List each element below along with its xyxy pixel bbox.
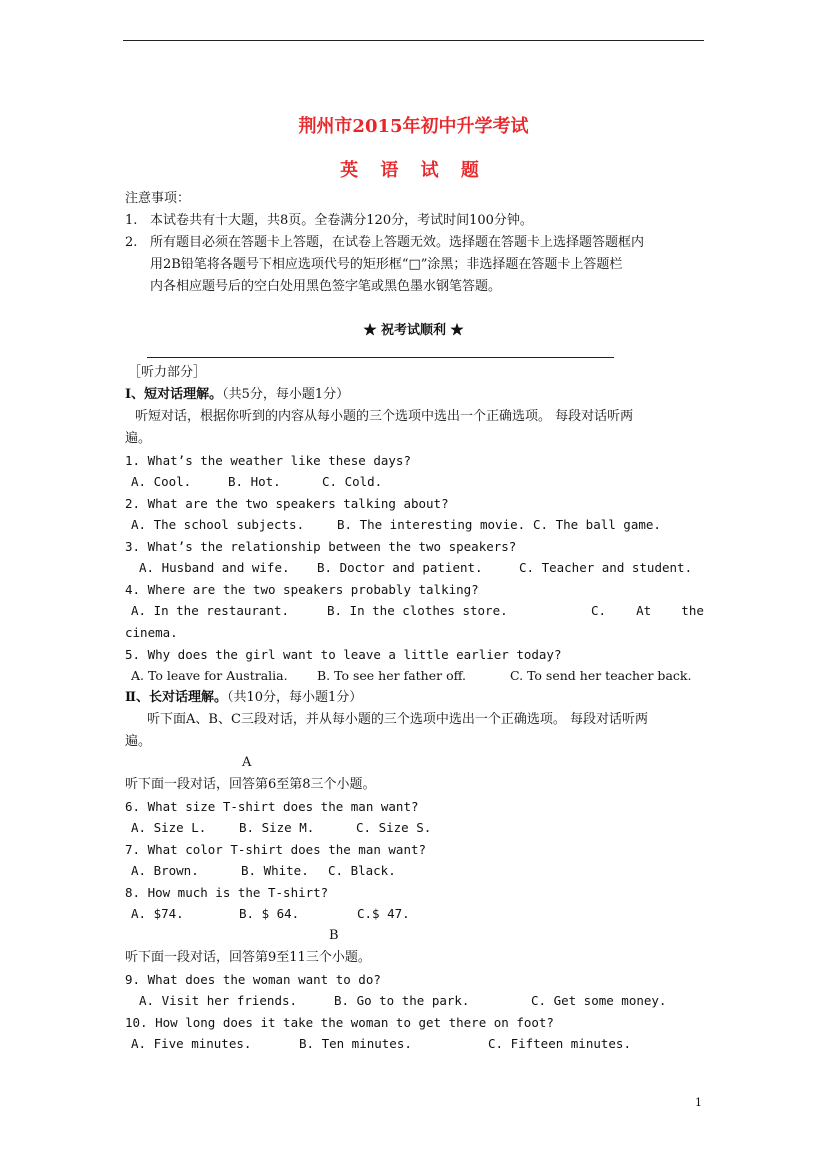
question: 1. What’s the weather like these days? xyxy=(125,453,411,468)
option-b: B. $ 64. xyxy=(239,906,300,921)
option-c: C.$ 47. xyxy=(357,906,410,921)
option-b: B. The interesting movie. xyxy=(337,517,526,532)
question: 6. What size T-shirt does the man want? xyxy=(125,799,419,814)
section2-title: Ⅱ、长对话理解。 xyxy=(125,690,227,705)
section1-title: Ⅰ、短对话理解。 xyxy=(125,387,223,402)
option-b: B. Size M. xyxy=(239,820,315,835)
option-b: B. To see her father off. xyxy=(317,668,467,683)
option-c-continued: cinema. xyxy=(125,625,178,640)
part-a-label: A xyxy=(242,755,252,770)
option-a: A. Visit her friends. xyxy=(139,993,298,1008)
note-number: 2. xyxy=(125,235,138,250)
header-rule xyxy=(123,40,704,41)
section2-instructions-cont: 遍。 xyxy=(125,734,152,749)
option-b: B. Ten minutes. xyxy=(299,1036,412,1051)
part-a-intro: 听下面一段对话，回答第6至第8三个小题。 xyxy=(125,777,376,792)
section1-instructions: 听短对话，根据你听到的内容从每小题的三个选项中选出一个正确选项。 每段对话听两 xyxy=(135,409,634,424)
note-text: 所有题目必须在答题卡上答题，在试卷上答题无效。选择题在答题卡上选择题答题框内 xyxy=(150,235,645,250)
option-a: A. Husband and wife. xyxy=(139,560,290,575)
question: 2. What are the two speakers talking about? xyxy=(125,496,449,511)
option-a: A. The school subjects. xyxy=(131,517,305,532)
notes-heading: 注意事项： xyxy=(125,191,191,206)
note-text-continued: 用2B铅笔将各题号下相应选项代号的矩形框“□”涂黑；非选择题在答题卡上答题栏 xyxy=(150,257,623,272)
note-number: 1. xyxy=(125,213,138,228)
exam-title: 荆州市2015年初中升学考试 xyxy=(298,116,529,137)
option-c: C. Size S. xyxy=(356,820,432,835)
section1-instructions-cont: 遍。 xyxy=(125,431,152,446)
question: 8. How much is the T-shirt? xyxy=(125,885,329,900)
option-a: A. Size L. xyxy=(131,820,207,835)
option-c: C. At the xyxy=(591,603,704,618)
option-c: C. The ball game. xyxy=(533,517,661,532)
good-luck-banner: ★ 祝考试顺利 ★ xyxy=(363,323,464,338)
exam-subtitle: 英 语 试 题 xyxy=(340,160,487,181)
option-b: B. In the clothes store. xyxy=(327,603,508,618)
section1-score: （共5分，每小题1分） xyxy=(222,387,350,402)
option-c: C. Get some money. xyxy=(531,993,667,1008)
option-c: C. To send her teacher back. xyxy=(510,668,692,683)
option-a: A. To leave for Australia. xyxy=(131,668,288,683)
option-a: A. $74. xyxy=(131,906,184,921)
question: 4. Where are the two speakers probably talking? xyxy=(125,582,479,597)
option-c: C. Cold. xyxy=(322,474,383,489)
option-b: B. White. xyxy=(241,863,309,878)
question: 9. What does the woman want to do? xyxy=(125,972,381,987)
listening-label: ［听力部分］ xyxy=(128,365,207,380)
section1-heading xyxy=(125,387,349,403)
option-b: B. Go to the park. xyxy=(334,993,470,1008)
question: 5. Why does the girl want to leave a little earlier today? xyxy=(125,647,562,662)
option-b: B. Doctor and patient. xyxy=(317,560,483,575)
option-a: A. Five minutes. xyxy=(131,1036,252,1051)
section2-score: （共10分，每小题1分） xyxy=(226,690,363,705)
page-number: 1 xyxy=(695,1096,702,1109)
question: 3. What’s the relationship between the two speakers? xyxy=(125,539,517,554)
option-c: C. Teacher and student. xyxy=(519,560,693,575)
note-text: 本试卷共有十大题，共8页。全卷满分120分，考试时间100分钟。 xyxy=(150,213,533,228)
option-a: A. In the restaurant. xyxy=(131,603,290,618)
option-a: A. Brown. xyxy=(131,863,199,878)
question: 7. What color T-shirt does the man want? xyxy=(125,842,427,857)
option-c: C. Fifteen minutes. xyxy=(488,1036,631,1051)
note-text-continued: 内各相应题号后的空白处用黑色签字笔或黑色墨水钢笔答题。 xyxy=(150,279,502,294)
section2-heading xyxy=(125,690,362,706)
option-a: A. Cool. xyxy=(131,474,192,489)
option-c: C. Black. xyxy=(328,863,396,878)
section2-instructions: 听下面A、B、C三段对话，并从每小题的三个选项中选出一个正确选项。 每段对话听两 xyxy=(147,712,649,727)
option-b: B. Hot. xyxy=(228,474,281,489)
part-b-intro: 听下面一段对话，回答第9至11三个小题。 xyxy=(125,950,371,965)
question: 10. How long does it take the woman to get there on foot? xyxy=(125,1015,554,1030)
section-rule xyxy=(147,357,614,358)
part-b-label: B xyxy=(329,928,339,943)
